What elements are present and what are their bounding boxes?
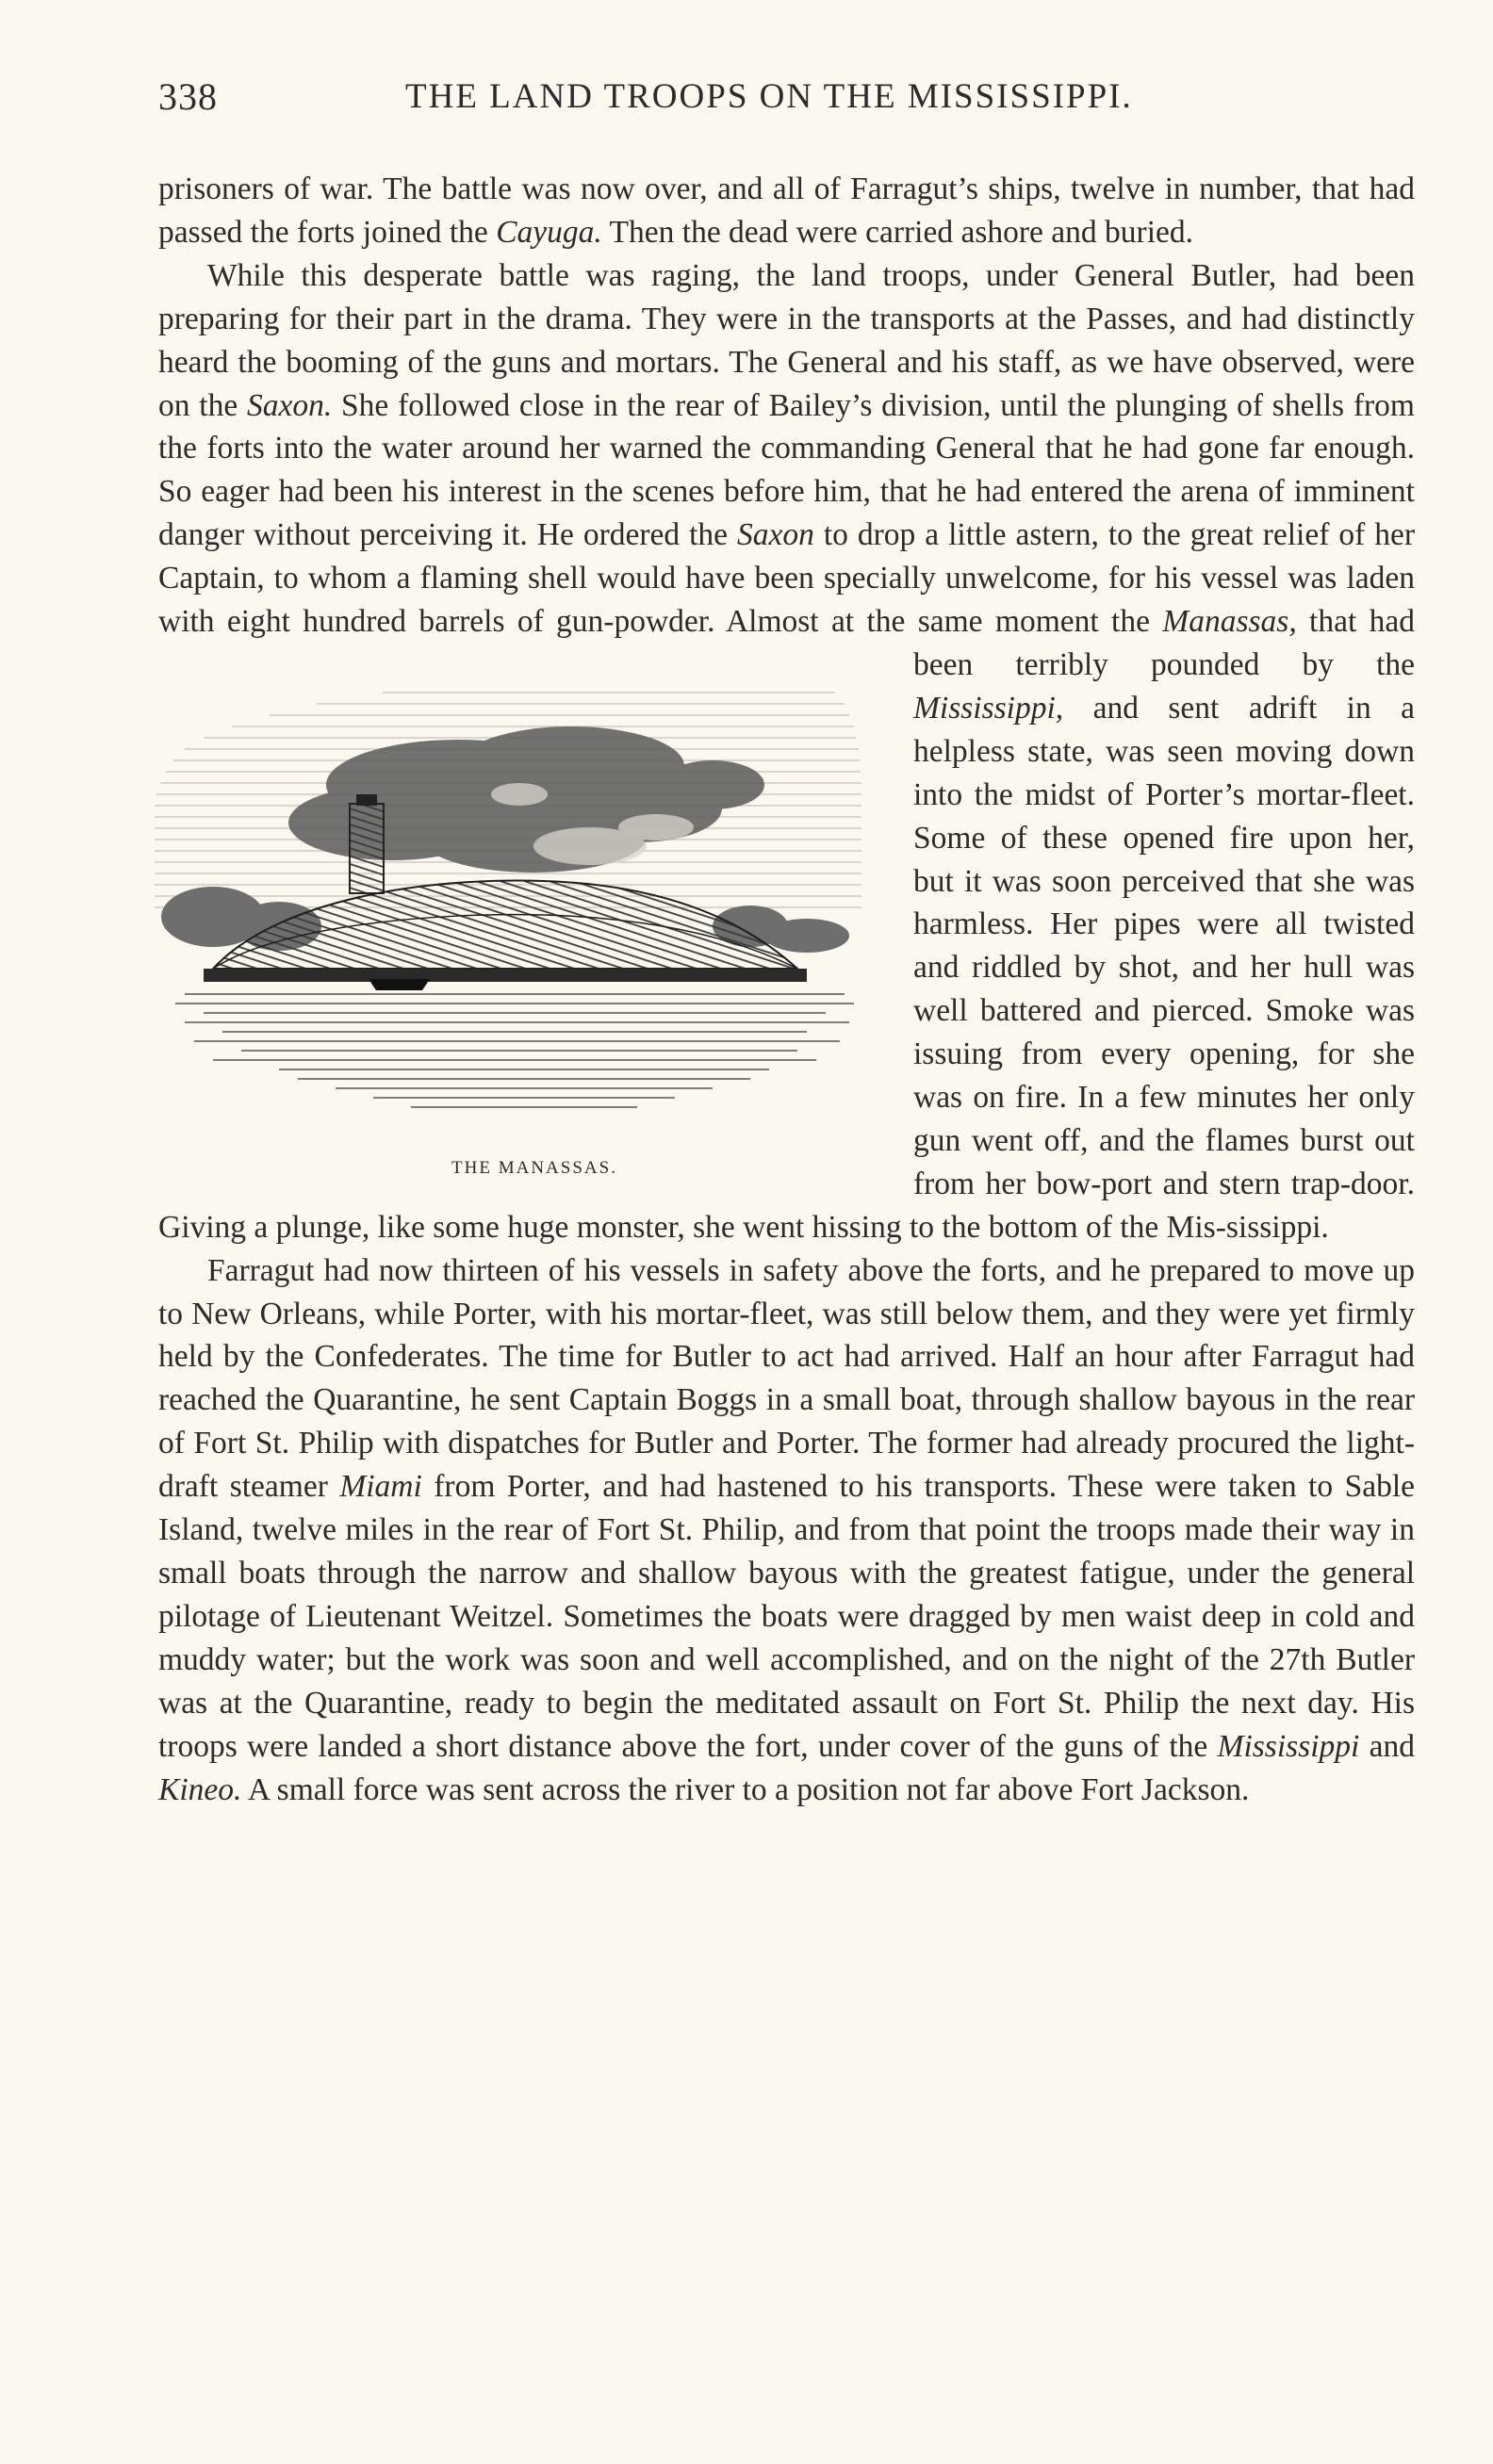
running-title: THE LAND TROOPS ON THE MISSISSIPPI. [405, 77, 1133, 116]
paragraph-3-text-3: and [1359, 1728, 1415, 1764]
paragraph-2-text-2: She followed close in the rear of Bailey’s division, until the plunging of shells from the forts into the water around her warned the commanding General that he had gone far enough. So eager had been his interest in the scenes before him, that he had entered the arena of imminent danger without perceiving it. He ordered the [158, 387, 1415, 553]
body-text [158, 168, 1415, 1811]
figure-manassas [147, 644, 896, 1199]
page-number: 338 [158, 75, 218, 118]
paragraph-2-text-1: While this desperate battle was raging, the land troops, under General Butler, had been preparing for their part in the drama. They were in the transports at the Passes, and had distinctly heard the booming of the guns and mortars. The General and his staff, as we have observed, were on the [158, 257, 1415, 423]
running-head [158, 73, 1415, 121]
paragraph-1 [158, 168, 1415, 254]
paragraph-3-text-4: A small force was sent across the river to a position not far above Fort Jackson. [241, 1771, 1250, 1807]
ship-name-kineo: Kineo. [158, 1771, 242, 1807]
paragraph-1-text-2: Then the dead were carried ashore and buried. [601, 214, 1193, 250]
ship-name-mississippi-2: Mississippi [1217, 1728, 1360, 1764]
ironclad-hull [213, 881, 797, 969]
ship-name-cayuga: Cayuga. [496, 214, 602, 250]
paragraph-3 [158, 1249, 1415, 1812]
ship-name-saxon-2: Saxon [737, 517, 814, 553]
paragraph-3-text-1: Farragut had now thirteen of his vessels in safety above the forts, and he prepared to move up to New Orleans, while Porter, with his mortar-fleet, was still below them, and they were yet firmly held by the Confederates. The time for Butler to act had arrived. Half an hour after Farragut had reached the Quarantine, he sent Captain Boggs in a small boat, through shallow bayous in the rear of Fort St. Philip with dispatches for Butler and Porter. The former had already procured the light-draft steamer [158, 1252, 1415, 1505]
ship-name-miami: Miami [339, 1469, 422, 1505]
paragraph-2 [158, 254, 1415, 1249]
paragraph-3-text-2: from Porter, and had hastened to his transports. These were taken to Sable Island, twelve miles in the rear of Fort St. Philip, and from that point the troops made their way in small boats through the narrow and shallow bayous with the greatest fatigue, under the general pilotage of Lieutenant Weitzel. Sometimes the boats were dragged by men waist deep in cold and muddy water; but the work was soon and well accomplished, and on the night of the 27th Butler was at the Quarantine, ready to begin the meditated assault on Fort St. Philip the next day. His troops were landed a short distance above the fort, under cover of the guns of the [158, 1469, 1415, 1764]
paragraph-2-text-5: and sent adrift in a helpless state, was seen moving down into the midst of Porter’s mortar-fleet. Some of these opened fire upon her, but it was soon perceived that she was harmless. Her pipes were all twisted and riddled by shot, and her hull was well battered and pierced. Smoke was issuing from every opening, for she was on fire. In a few minutes her only gun went off, and the flames burst out from her bow-port and stern trap-door. Giving a plunge, like some huge monster, she went hissing to the bottom of the Mis-sissippi. [158, 690, 1415, 1245]
manassas-engraving [147, 644, 873, 1143]
ship-name-mississippi: Mississippi, [913, 690, 1064, 726]
paragraph-2-text-4: that had been terribly pounded by the [913, 604, 1415, 682]
ship-name-saxon: Saxon. [247, 387, 333, 423]
small-boat [369, 979, 430, 990]
figure-caption: THE MANASSAS. [451, 1157, 617, 1178]
water-lines [175, 994, 854, 1107]
smokestack [350, 804, 384, 893]
ship-name-manassas: Manassas, [1162, 604, 1297, 640]
paragraph-2-text-3: to drop a little astern, to the great relief of her Captain, to whom a flaming shell would have been specially unwelcome, for his vessel was laden with eight hundred barrels of gun-powder. Almost at the same moment the [158, 517, 1415, 640]
paragraph-1-text-1: prisoners of war. The battle was now over, and all of Farragut’s ships, twelve in number, that had passed the forts joined the [158, 171, 1415, 250]
